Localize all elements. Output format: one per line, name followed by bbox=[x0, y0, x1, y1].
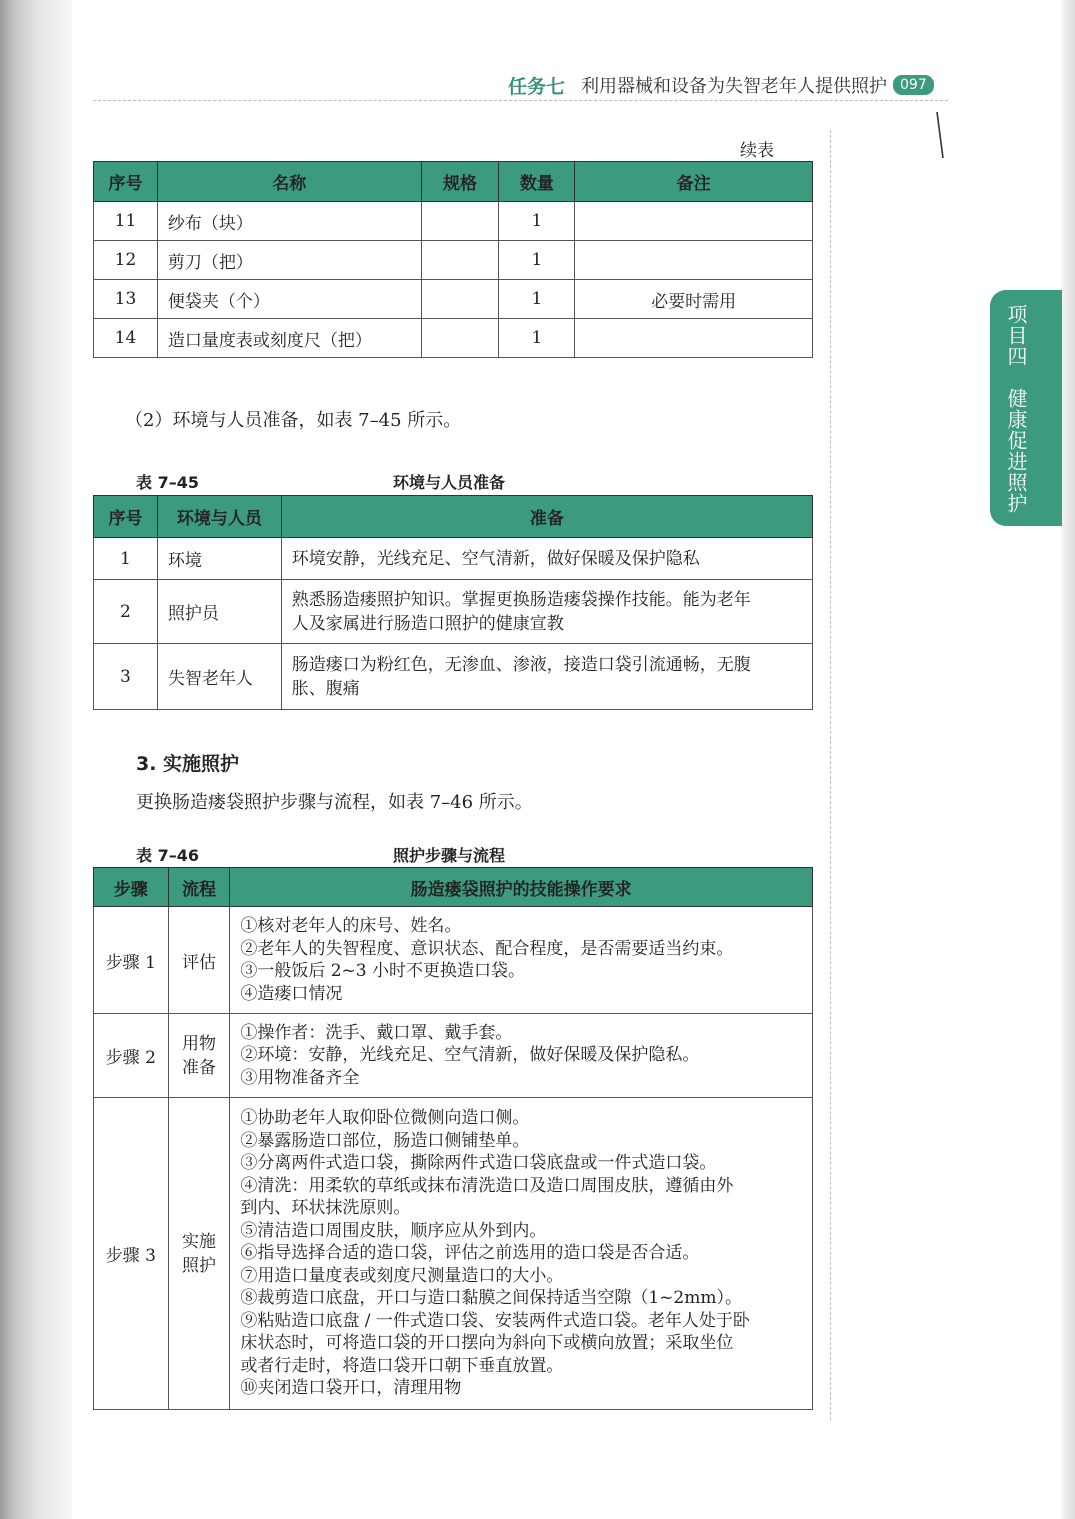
table-row bbox=[94, 580, 813, 644]
text-line: 床状态时，可将造口袋的开口摆向为斜向下或横向放置；采取坐位 bbox=[240, 1333, 734, 1354]
table-number: 表 7–45 bbox=[136, 473, 199, 492]
step-label: 步骤 3 bbox=[94, 1098, 169, 1410]
text-line: ②暴露肠造口部位，肠造口侧铺垫单。 bbox=[240, 1130, 530, 1151]
row-number: 1 bbox=[94, 538, 158, 580]
text-line: 准备 bbox=[181, 1057, 216, 1078]
table-row bbox=[94, 202, 813, 241]
text-line: ②环境：安静，光线充足、空气清新，做好保暖及保护隐私。 bbox=[240, 1045, 700, 1066]
text-line: 评估 bbox=[181, 952, 216, 973]
table-row bbox=[94, 241, 813, 280]
page-gutter-shadow bbox=[0, 0, 72, 1519]
text-line: 到内、环状抹洗原则。 bbox=[240, 1198, 411, 1219]
page-number-badge: 097 bbox=[893, 75, 934, 95]
requirements bbox=[230, 1014, 813, 1098]
row-number: 3 bbox=[94, 644, 158, 710]
item-spec bbox=[421, 241, 499, 280]
column-header: 序号 bbox=[94, 162, 158, 202]
row-number: 13 bbox=[94, 280, 158, 319]
header-rule bbox=[93, 100, 948, 101]
row-number: 14 bbox=[94, 319, 158, 358]
table-title: 照护步骤与流程 bbox=[393, 846, 506, 865]
requirements bbox=[230, 1098, 813, 1410]
text-line: ④造瘘口情况 bbox=[240, 983, 343, 1004]
row-number: 12 bbox=[94, 241, 158, 280]
item-quantity: 1 bbox=[499, 241, 575, 280]
item-quantity: 1 bbox=[499, 280, 575, 319]
row-subject: 环境 bbox=[157, 538, 281, 580]
text-line: ⑤清洁造口周围皮肤，顺序应从外到内。 bbox=[240, 1220, 547, 1241]
table-row bbox=[94, 1098, 813, 1410]
text-line: 或者行走时，将造口袋开口朝下垂直放置。 bbox=[240, 1355, 564, 1376]
text-line: 用物 bbox=[181, 1033, 216, 1054]
item-note bbox=[575, 202, 813, 241]
item-name: 剪刀（把） bbox=[157, 241, 421, 280]
column-header: 步骤 bbox=[94, 868, 169, 907]
step-label: 步骤 2 bbox=[94, 1014, 169, 1098]
item-name: 造口量度表或刻度尺（把） bbox=[157, 319, 421, 358]
table-number: 表 7–46 bbox=[136, 846, 199, 865]
column-header: 备注 bbox=[575, 162, 813, 202]
text-line: ①核对老年人的床号、姓名。 bbox=[240, 916, 462, 936]
column-header: 数量 bbox=[499, 162, 575, 202]
text-line: ③用物准备齐全 bbox=[240, 1067, 360, 1088]
process-label bbox=[168, 907, 230, 1014]
text-line: ⑦用造口量度表或刻度尺测量造口的大小。 bbox=[240, 1265, 564, 1286]
text-line: ⑧裁剪造口底盘，开口与造口黏膜之间保持适当空隙（1~2mm）。 bbox=[240, 1288, 742, 1309]
column-header: 流程 bbox=[168, 868, 230, 907]
continued-label: 续表 bbox=[740, 141, 774, 161]
env-staff-table bbox=[93, 495, 813, 710]
header-title: 利用器械和设备为失智老年人提供照护 bbox=[581, 76, 888, 97]
table-row bbox=[94, 319, 813, 358]
margin-guide-line bbox=[830, 130, 831, 1420]
table-row bbox=[94, 280, 813, 319]
table-row bbox=[94, 644, 813, 710]
table-row bbox=[94, 1014, 813, 1098]
process-label bbox=[168, 1014, 230, 1098]
care-steps-table bbox=[93, 867, 813, 1410]
column-header: 序号 bbox=[94, 496, 158, 538]
text-line: 熟悉肠造瘘照护知识。掌握更换肠造瘘袋操作技能。能为老年 bbox=[291, 589, 751, 610]
column-header: 准备 bbox=[281, 496, 812, 538]
text-line: 肠造瘘口为粉红色，无渗血、渗液，接造口袋引流通畅，无腹 bbox=[291, 654, 751, 675]
step-label: 步骤 1 bbox=[94, 907, 169, 1014]
text-line: ④清洗：用柔软的草纸或抹布清洗造口及造口周围皮肤，遵循由外 bbox=[240, 1175, 734, 1196]
row-number: 2 bbox=[94, 580, 158, 644]
column-header: 肠造瘘袋照护的技能操作要求 bbox=[230, 868, 813, 907]
column-header: 名称 bbox=[157, 162, 421, 202]
row-preparation bbox=[281, 538, 812, 580]
requirements bbox=[230, 907, 813, 1014]
table-row bbox=[94, 907, 813, 1014]
item-name: 纱布（块） bbox=[157, 202, 421, 241]
text-line: 环境安静，光线充足、空气清新，做好保暖及保护隐私 bbox=[291, 548, 700, 569]
text-line: ⑨粘贴造口底盘 / 一件式造口袋、安装两件式造口袋。老年人处于卧 bbox=[240, 1310, 750, 1331]
item-note: 必要时需用 bbox=[575, 280, 813, 319]
table-header-row bbox=[94, 162, 813, 202]
table-row bbox=[94, 538, 813, 580]
item-quantity: 1 bbox=[499, 202, 575, 241]
text-line: 胀、腹痛 bbox=[291, 678, 360, 699]
text-line: 实施 bbox=[181, 1231, 216, 1252]
text-line: ①协助老年人取仰卧位微侧向造口侧。 bbox=[240, 1108, 530, 1129]
text-line: 人及家属进行肠造口照护的健康宣教 bbox=[291, 613, 564, 634]
column-header: 规格 bbox=[421, 162, 499, 202]
row-number: 11 bbox=[94, 202, 158, 241]
row-subject: 失智老年人 bbox=[157, 644, 281, 710]
section-heading: 3. 实施照护 bbox=[136, 753, 240, 775]
chapter-side-tab[interactable] bbox=[990, 290, 1062, 526]
header-task: 任务七 bbox=[508, 75, 566, 98]
item-note bbox=[575, 319, 813, 358]
page-edge-shadow bbox=[1061, 0, 1075, 1519]
item-spec bbox=[421, 202, 499, 241]
item-spec bbox=[421, 280, 499, 319]
text-line: 照护 bbox=[181, 1255, 216, 1276]
running-header bbox=[508, 70, 934, 100]
item-note bbox=[575, 241, 813, 280]
column-header: 环境与人员 bbox=[157, 496, 281, 538]
row-preparation bbox=[281, 580, 812, 644]
pen-mark-icon bbox=[935, 110, 945, 160]
text-line: ①操作者：洗手、戴口罩、戴手套。 bbox=[240, 1022, 513, 1043]
item-spec bbox=[421, 319, 499, 358]
process-label bbox=[168, 1098, 230, 1410]
text-line: ⑩夹闭造口袋开口，清理用物 bbox=[240, 1378, 462, 1399]
text-line: ⑥指导选择合适的造口袋，评估之前选用的造口袋是否合适。 bbox=[240, 1243, 700, 1264]
paragraph-env-prep: （2）环境与人员准备，如表 7–45 所示。 bbox=[125, 410, 462, 431]
text-line: ③一般饭后 2~3 小时不更换造口袋。 bbox=[240, 961, 526, 981]
text-line: ③分离两件式造口袋，撕除两件式造口袋底盘或一件式造口袋。 bbox=[240, 1153, 717, 1174]
row-preparation bbox=[281, 644, 812, 710]
item-name: 便袋夹（个） bbox=[157, 280, 421, 319]
row-subject: 照护员 bbox=[157, 580, 281, 644]
table-title: 环境与人员准备 bbox=[393, 473, 506, 492]
table-header-row bbox=[94, 868, 813, 907]
table-header-row bbox=[94, 496, 813, 538]
equipment-table-continued bbox=[93, 161, 813, 358]
side-tab-label: 项目四 健康促进照护 bbox=[1004, 304, 1028, 514]
section-intro: 更换肠造瘘袋照护步骤与流程，如表 7–46 所示。 bbox=[136, 792, 533, 813]
text-line: ②老年人的失智程度、意识状态、配合程度，是否需要适当约束。 bbox=[240, 938, 734, 959]
item-quantity: 1 bbox=[499, 319, 575, 358]
